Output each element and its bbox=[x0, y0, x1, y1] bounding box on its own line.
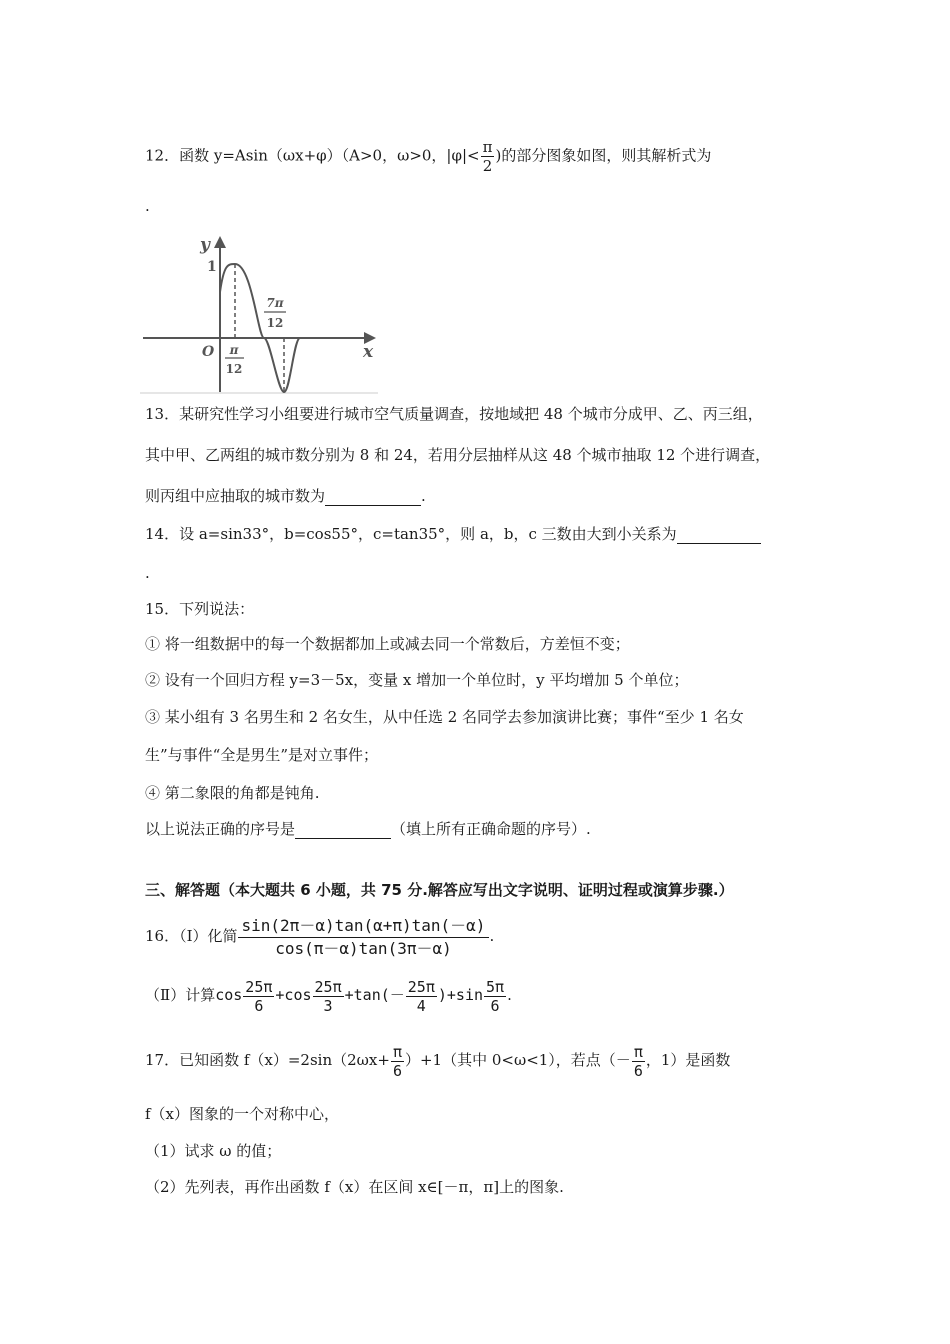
q12-suffix: )的部分图象如图，则其解析式为 bbox=[495, 146, 712, 165]
q17-f-num: π bbox=[392, 1042, 402, 1061]
q14-text: 14．设 a=sin33°，b=cos55°，c=tan35°，则 a，b，c 三数由大到小关系为 bbox=[145, 525, 677, 543]
q16-f2-num: 25π bbox=[314, 977, 342, 996]
q12-line bbox=[145, 138, 711, 175]
q16-frac4 bbox=[484, 978, 506, 1015]
tick1-num: π bbox=[229, 343, 239, 357]
origin-label: O bbox=[202, 344, 215, 360]
q16-f4-den: 6 bbox=[490, 996, 500, 1015]
q13-line3-text: 则丙组中应抽取的城市数为 bbox=[145, 487, 326, 505]
q16-part2-end: . bbox=[507, 986, 512, 1004]
q16-plus-sin: )+sin bbox=[437, 986, 484, 1004]
q15-answer-suffix: （填上所有正确命题的序号）. bbox=[391, 820, 591, 838]
q12-frac-num: π bbox=[482, 138, 493, 156]
q16-part1-end: . bbox=[489, 927, 495, 945]
q16-part2 bbox=[145, 975, 512, 1015]
q16-frac1 bbox=[243, 978, 274, 1015]
q17-frac1 bbox=[391, 1043, 404, 1080]
q16-part1-num: sin(2π－α)tan(α+π)tan(－α) bbox=[238, 915, 490, 938]
q17-f-den: 6 bbox=[392, 1061, 402, 1080]
q15-answer-line bbox=[145, 819, 591, 839]
q17-suffix: ，1）是函数 bbox=[645, 1051, 731, 1069]
sine-graph bbox=[140, 230, 385, 400]
tick2-den: 12 bbox=[266, 316, 284, 330]
tick1-den: 12 bbox=[225, 362, 243, 376]
q17-line2: f（x）图象的一个对称中心， bbox=[145, 1105, 340, 1123]
q16-f3-den: 4 bbox=[416, 996, 426, 1015]
q16-part1-prefix: 16．（Ⅰ）化简 bbox=[145, 927, 238, 945]
q17-frac2 bbox=[632, 1043, 645, 1080]
q16-f4-num: 5π bbox=[486, 977, 505, 996]
q17-p-num: π bbox=[633, 1042, 643, 1061]
y-axis-arrow bbox=[214, 236, 226, 248]
q17-sub2: （2）先列表，再作出函数 f（x）在区间 x∈[－π，π]上的图象. bbox=[145, 1178, 564, 1196]
x-label: x bbox=[363, 342, 374, 362]
y-tick-1: 1 bbox=[207, 259, 217, 275]
q16-part1-den: cos(π－α)tan(3π－α) bbox=[275, 938, 452, 958]
q15-title: 15．下列说法： bbox=[145, 600, 255, 618]
q15-answer-blank[interactable] bbox=[295, 822, 391, 839]
q16-f2-den: 3 bbox=[323, 996, 333, 1015]
q16-frac3 bbox=[406, 978, 437, 1015]
q14-answer-blank[interactable] bbox=[677, 527, 761, 544]
q16-cos1: cos bbox=[215, 986, 243, 1004]
q15-item1: ① 将一组数据中的每一个数据都加上或减去同一个常数后，方差恒不变； bbox=[145, 635, 630, 653]
q12-period: . bbox=[145, 197, 150, 215]
q14-line bbox=[145, 524, 761, 544]
q16-part1 bbox=[145, 912, 494, 960]
q16-frac2 bbox=[313, 978, 344, 1015]
q14-period: . bbox=[145, 564, 150, 582]
y-label: y bbox=[200, 235, 210, 255]
q12-prefix: 12．函数 y=Asin（ωx+φ）（A>0，ω>0，|φ|< bbox=[145, 146, 480, 165]
q13-line1: 13．某研究性学习小组要进行城市空气质量调查，按地域把 48 个城市分成甲、乙、丙三组， bbox=[145, 405, 763, 423]
q12-fraction bbox=[481, 138, 495, 175]
q15-answer-prefix: 以上说法正确的序号是 bbox=[145, 820, 296, 838]
q13-line2: 其中甲、乙两组的城市数分别为 8 和 24，若用分层抽样从这 48 个城市抽取 12 个进行调查， bbox=[145, 446, 771, 464]
q17-p-den: 6 bbox=[633, 1061, 643, 1080]
q17-line1 bbox=[145, 1040, 730, 1080]
q17-prefix: 17．已知函数 f（x）=2sin（2ωx+ bbox=[145, 1051, 390, 1069]
q12-frac-den: 2 bbox=[482, 157, 493, 175]
q16-f1-num: 25π bbox=[245, 977, 273, 996]
q17-mid: ）+1（其中 0<ω<1），若点（－ bbox=[404, 1051, 631, 1069]
q16-part1-fraction bbox=[238, 915, 490, 960]
q15-item2: ② 设有一个回归方程 y=3－5x，变量 x 增加一个单位时，y 平均增加 5 个单位； bbox=[145, 671, 689, 689]
q16-f3-num: 25π bbox=[407, 977, 435, 996]
q16-plus-tan: +tan(－ bbox=[344, 986, 405, 1004]
q16-part2-prefix: （Ⅱ）计算 bbox=[145, 986, 216, 1004]
q15-item3a: ③ 某小组有 3 名男生和 2 名女生，从中任选 2 名同学去参加演讲比赛；事件“至少 1 名女 bbox=[145, 708, 744, 726]
q17-sub1: （1）试求 ω 的值； bbox=[145, 1142, 282, 1160]
tick2-num: 7π bbox=[266, 296, 284, 310]
q15-item4: ④ 第二象限的角都是钝角. bbox=[145, 784, 320, 802]
q13-line3 bbox=[145, 486, 426, 506]
q13-answer-blank[interactable] bbox=[325, 489, 421, 506]
q13-line3-end: . bbox=[421, 487, 426, 505]
q15-item3b: 生”与事件“全是男生”是对立事件； bbox=[145, 746, 379, 764]
section3-title: 三、解答题（本大题共 6 小题，共 75 分.解答应写出文字说明、证明过程或演算步骤.） bbox=[145, 881, 734, 899]
q16-f1-den: 6 bbox=[254, 996, 264, 1015]
q16-plus-cos: +cos bbox=[275, 986, 312, 1004]
